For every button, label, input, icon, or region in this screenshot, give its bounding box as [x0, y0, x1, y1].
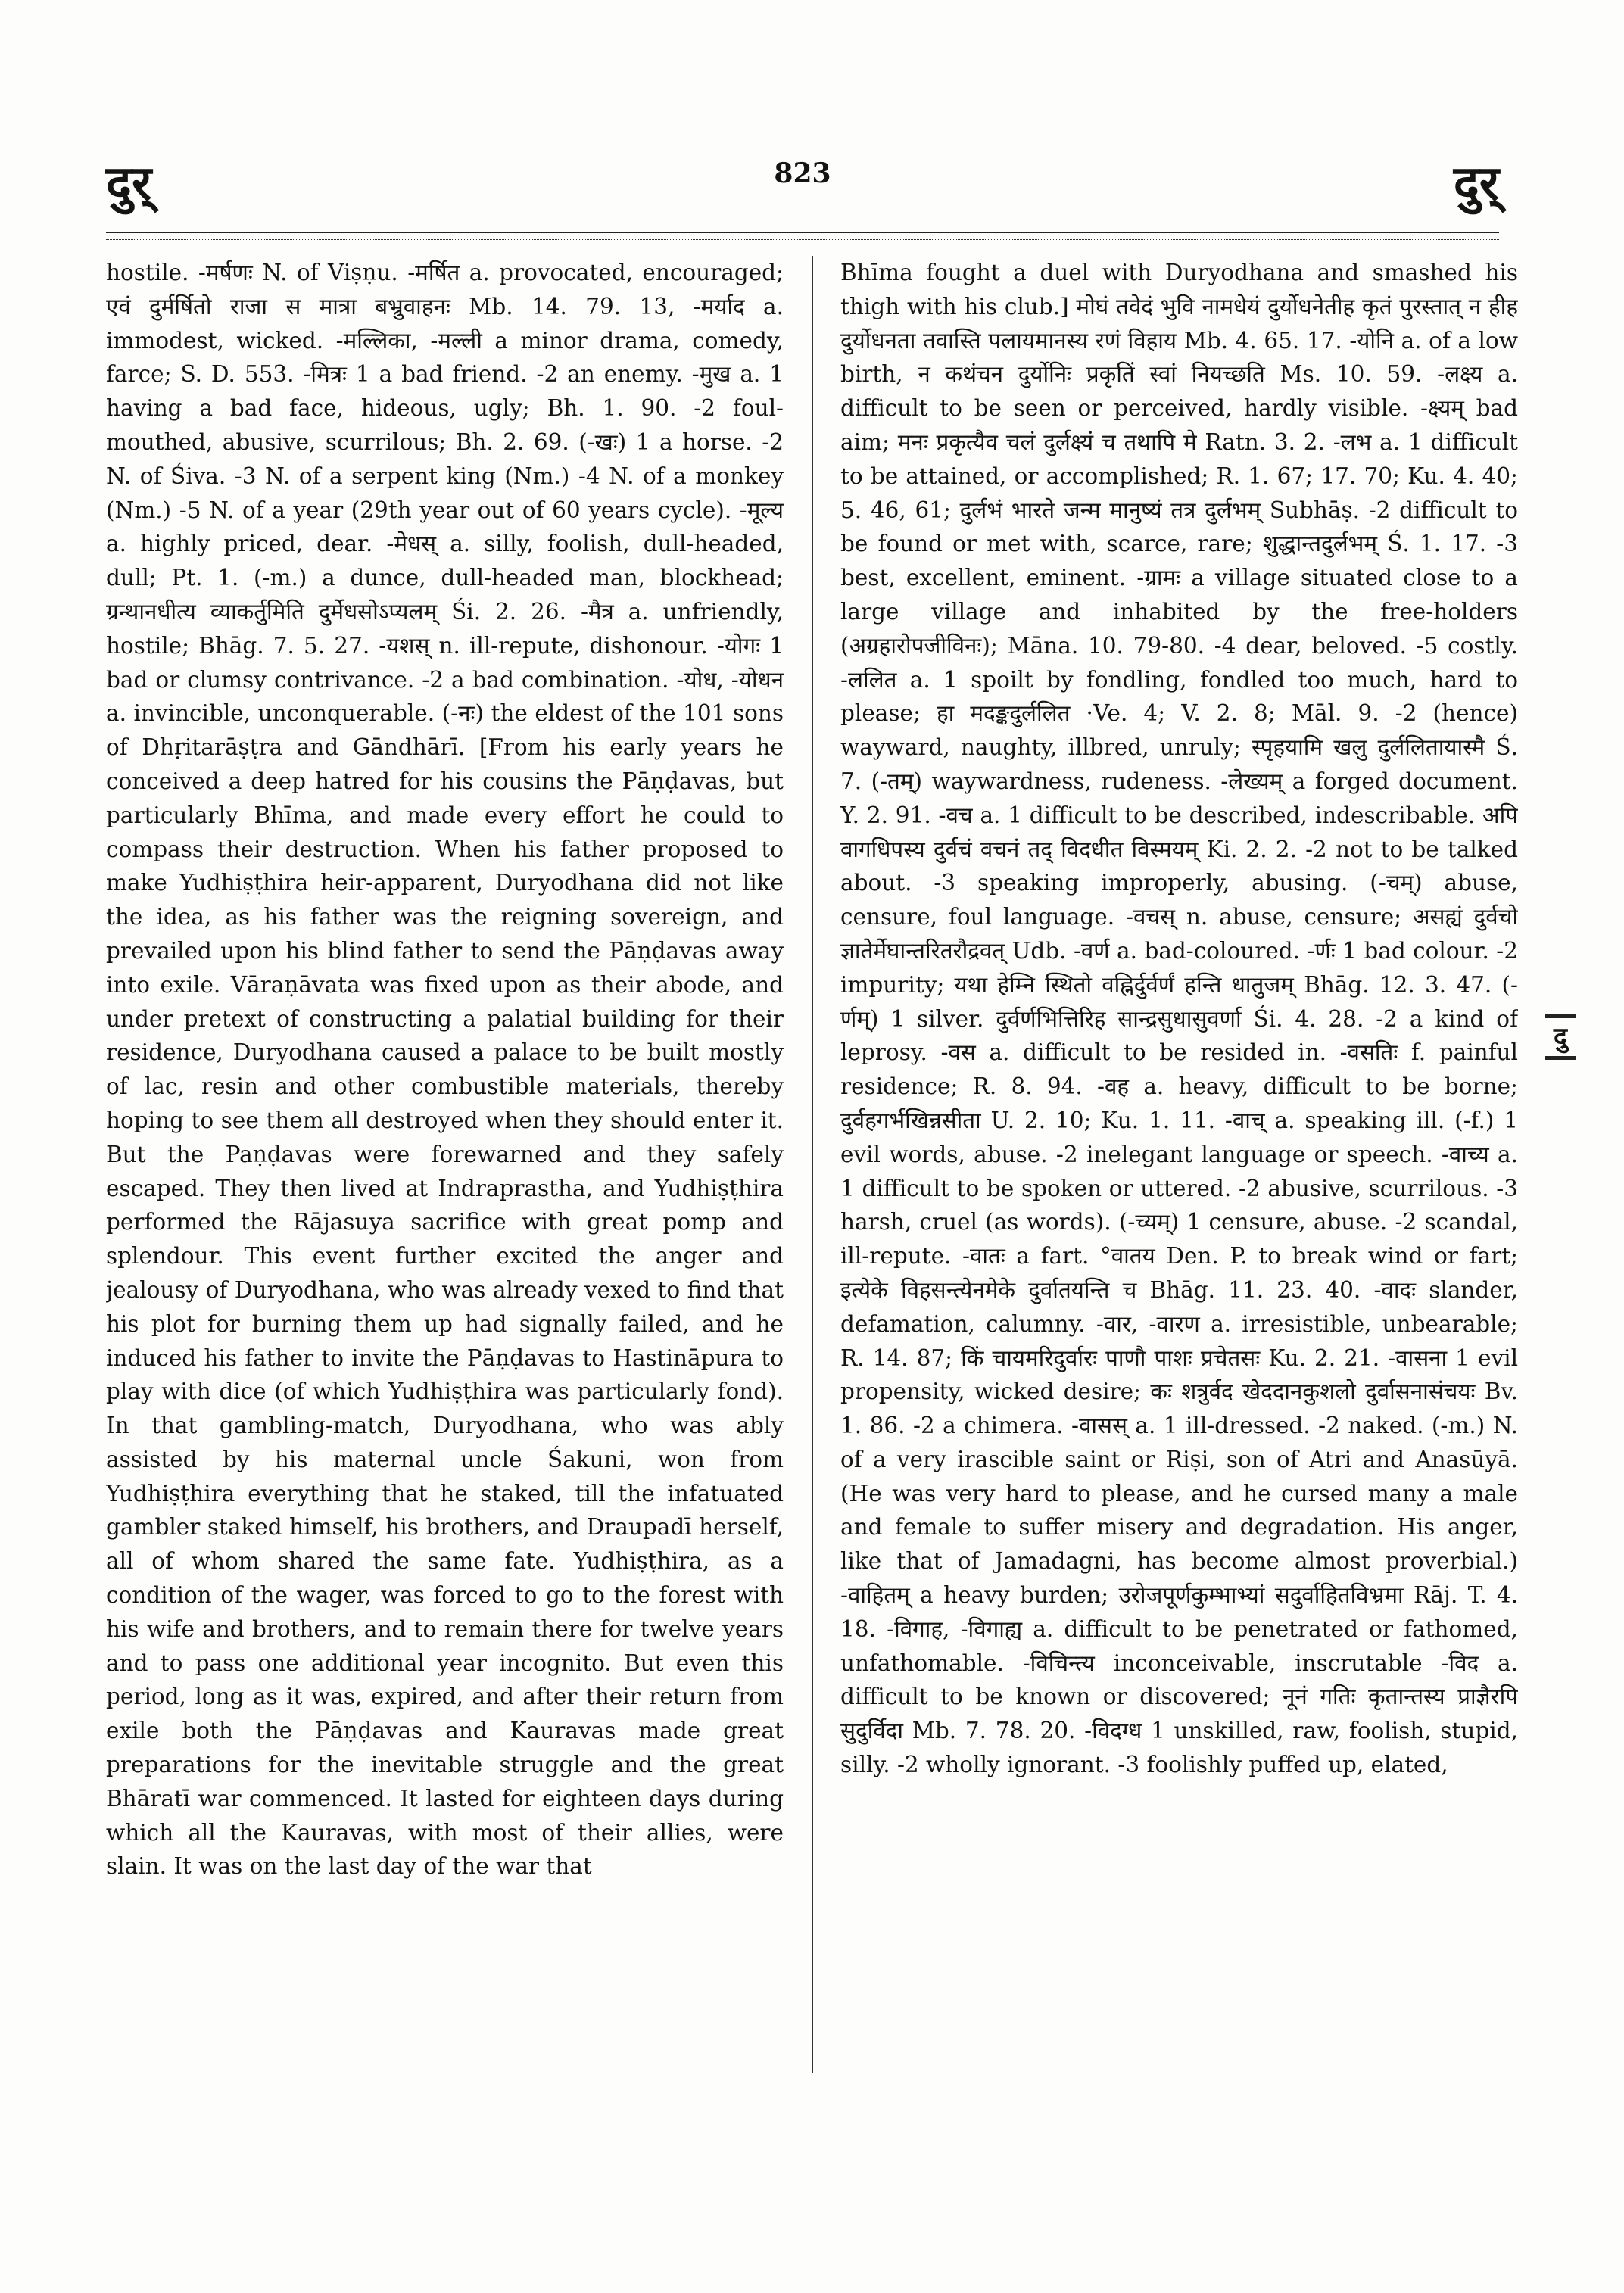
thumb-index-bar — [1545, 1014, 1576, 1018]
left-column-text: hostile. -मर्षणः N. of Viṣṇu. -मर्षित a. provocated, encouraged; एवं दुर्मर्षितो राजा स मात्रा बभ्रुवाहनः Mb. 14. 79. 13, -मर्याद a. immodest, wicked. -मल्लिका, -मल्ली a minor drama, comedy, farce; S. D. 553. -मित्रः 1 a bad friend. -2 an enemy. -मुख a. 1 having a bad face, hideous, ugly; Bh. 1. 90. -2 foul-mouthed, abusive, scurrilous; Bh. 2. 69. (-खः) 1 a horse. -2 N. of Śiva. -3 N. of a serpent king (Nm.) -4 N. of a monkey (Nm.) -5 N. of a year (29th year out of 60 years cycle). -मूल्य a. highly priced, dear. -मेधस् a. silly, foolish, dull-headed, dull; Pt. 1. (-m.) a dunce, dull-headed man, blockhead; ग्रन्थानधीत्य व्याकर्तुमिति दुर्मेधसोऽप्यलम् Śi. 2. 26. -मैत्र a. unfriendly, hostile; Bhāg. 7. 5. 27. -यशस् n. ill-repute, dishonour. -योगः 1 bad or clumsy contrivance. -2 a bad combination. -योध, -योधन a. invincible, unconquerable. (-नः) the eldest of the 101 sons of Dhṛitarāṣṭra and Gāndhārī. [From his early years he conceived a deep hatred for his cousins the Pāṇḍavas, but particularly Bhīma, and made every effort he could to compass their destruction. When his father proposed to make Yudhiṣṭhira heir-apparent, Duryodhana did not like the idea, as his father was the reigning sovereign, and prevailed upon his blind father to send the Pāṇḍavas away into exile. Vāraṇāvata was fixed upon as their abode, and under pretext of constructing a palatial building for their residence, Duryodhana caused a palace to be built mostly of lac, resin and other combustible materials, thereby hoping to see them all destroyed when they should enter it. But the Paṇḍavas were forewarned and they safely escaped. They then lived at Indraprastha, and Yudhiṣṭhira performed the Rājasuya sacrifice with great pomp and splendour. This event further excited the anger and jealousy of Duryodhana, who was already vexed to find that his plot for burning them up had signally failed, and he induced his father to invite the Pāṇḍavas to Hastināpura to play with dice (of which Yudhiṣṭhira was particularly fond). In that gambling-match, Duryodhana, who was ably assisted by his maternal uncle Śakuni, won from Yudhiṣṭhira everything that he staked, till the infatuated gambler staked himself, his brothers, and Draupadī herself, all of whom shared the same fate. Yudhiṣṭhira, as a condition of the wager, was forced to go to the forest with his wife and brothers, and to remain there for twelve years and to pass one additional year incognito. But even this period, long as it was, expired, and after their return from exile both the Pāṇḍavas and Kauravas made great preparations for the inevitable struggle and the great Bhāratī war commenced. It lasted for eighteen days during which all the Kauravas, with most of their allies, were slain. It was on the last day of the war that — [106, 260, 784, 1880]
right-column — [840, 256, 1518, 2088]
header-left-guide-word: दुर् — [106, 155, 152, 212]
thumb-index-tab — [1540, 1014, 1581, 1060]
column-divider — [812, 256, 813, 2073]
header-dotted-rule — [106, 239, 1499, 240]
page-header — [106, 148, 1499, 232]
thumb-index-bar — [1545, 1056, 1576, 1060]
left-column — [106, 256, 784, 2088]
header-rule — [106, 232, 1499, 233]
right-column-text: Bhīma fought a duel with Duryodhana and smashed his thigh with his club.] मोघं तवेदं भुवि नामधेयं दुर्योधनेतीह कृतं पुरस्तात् न हीह दुर्योधनता तवास्ति पलायमानस्य रणं विहाय Mb. 4. 65. 17. -योनि a. of a low birth, न कथंचन दुर्योनिः प्रकृतिं स्वां नियच्छति Ms. 10. 59. -लक्ष्य a. difficult to be seen or perceived, hardly visible. -क्ष्यम् bad aim; मनः प्रकृत्यैव चलं दुर्लक्ष्यं च तथापि मे Ratn. 3. 2. -लभ a. 1 difficult to be attained, or accomplished; R. 1. 67; 17. 70; Ku. 4. 40; 5. 46, 61; दुर्लभं भारते जन्म मानुष्यं तत्र दुर्लभम् Subhāṣ. -2 difficult to be found or met with, scarce, rare; शुद्धान्तदुर्लभम् Ś. 1. 17. -3 best, excellent, eminent. -ग्रामः a village situated close to a large village and inhabited by the free-holders (अग्रहारोपजीविनः); Māna. 10. 79-80. -4 dear, beloved. -5 costly. -ललित a. 1 spoilt by fondling, fondled too much, hard to please; हा मदङ्कदुर्ललित ·Ve. 4; V. 2. 8; Māl. 9. -2 (hence) wayward, naughty, illbred, unruly; स्पृहयामि खलु दुर्ललितायास्मै Ś. 7. (-तम्) waywardness, rudeness. -लेख्यम् a forged document. Y. 2. 91. -वच a. 1 difficult to be described, indescribable. अपि वागधिपस्य दुर्वचं वचनं तद् विदधीत विस्मयम् Ki. 2. 2. -2 not to be talked about. -3 speaking improperly, abusing. (-चम्) abuse, censure, foul language. -वचस् n. abuse, censure; असह्यं दुर्वचो ज्ञातेर्मेघान्तरितरौद्रवत् Udb. -वर्ण a. bad-coloured. -र्णः 1 bad colour. -2 impurity; यथा हेम्नि स्थितो वह्निर्दुर्वर्णं हन्ति धातुजम् Bhāg. 12. 3. 47. (-र्णम्) 1 silver. दुर्वर्णभित्तिरिह सान्द्रसुधासुवर्णा Śi. 4. 28. -2 a kind of leprosy. -वस a. difficult to be resided in. -वसतिः f. painful residence; R. 8. 94. -वह a. heavy, difficult to be borne; दुर्वहगर्भखिन्नसीता U. 2. 10; Ku. 1. 11. -वाच् a. speaking ill. (-f.) 1 evil words, abuse. -2 inelegant language or speech. -वाच्य a. 1 difficult to be spoken or uttered. -2 abusive, scurrilous. -3 harsh, cruel (as words). (-च्यम्) 1 censure, abuse. -2 scandal, ill-repute. -वातः a fart. °वातय Den. P. to break wind or fart; इत्येके विहसन्त्येनमेके दुर्वातयन्ति च Bhāg. 11. 23. 40. -वादः slander, defamation, calumny. -वार, -वारण a. irresistible, unbearable; R. 14. 87; किं चायमरिदुर्वारः पाणौ पाशः प्रचेतसः Ku. 2. 21. -वासना 1 evil propensity, wicked desire; कः शत्रुर्वद खेददानकुशलो दुर्वासनासंचयः Bv. 1. 86. -2 a chimera. -वासस् a. 1 ill-dressed. -2 naked. (-m.) N. of a very irascible saint or Riṣi, son of Atri and Anasūyā. (He was very hard to please, and he cursed many a male and female to suffer misery and degradation. His anger, like that of Jamadagni, has become almost proverbial.) -वाहितम् a heavy burden; उरोजपूर्णकुम्भाभ्यां सदुर्वाहितविभ्रमा Rāj. T. 4. 18. -विगाह, -विगाह्य a. difficult to be penetrated or fathomed, unfathomable. -विचिन्त्य inconceivable, inscrutable -विद a. difficult to be known or discovered; नूनं गतिः कृतान्तस्य प्राज्ञैरपि सुदुर्विदा Mb. 7. 78. 20. -विदग्ध 1 unskilled, raw, foolish, stupid, silly. -2 wholly ignorant. -3 foolishly puffed up, elated, — [840, 260, 1518, 1778]
page-number: 823 — [774, 157, 831, 189]
thumb-index-label: दु — [1553, 1022, 1568, 1052]
header-right-guide-word: दुर् — [1453, 155, 1499, 212]
